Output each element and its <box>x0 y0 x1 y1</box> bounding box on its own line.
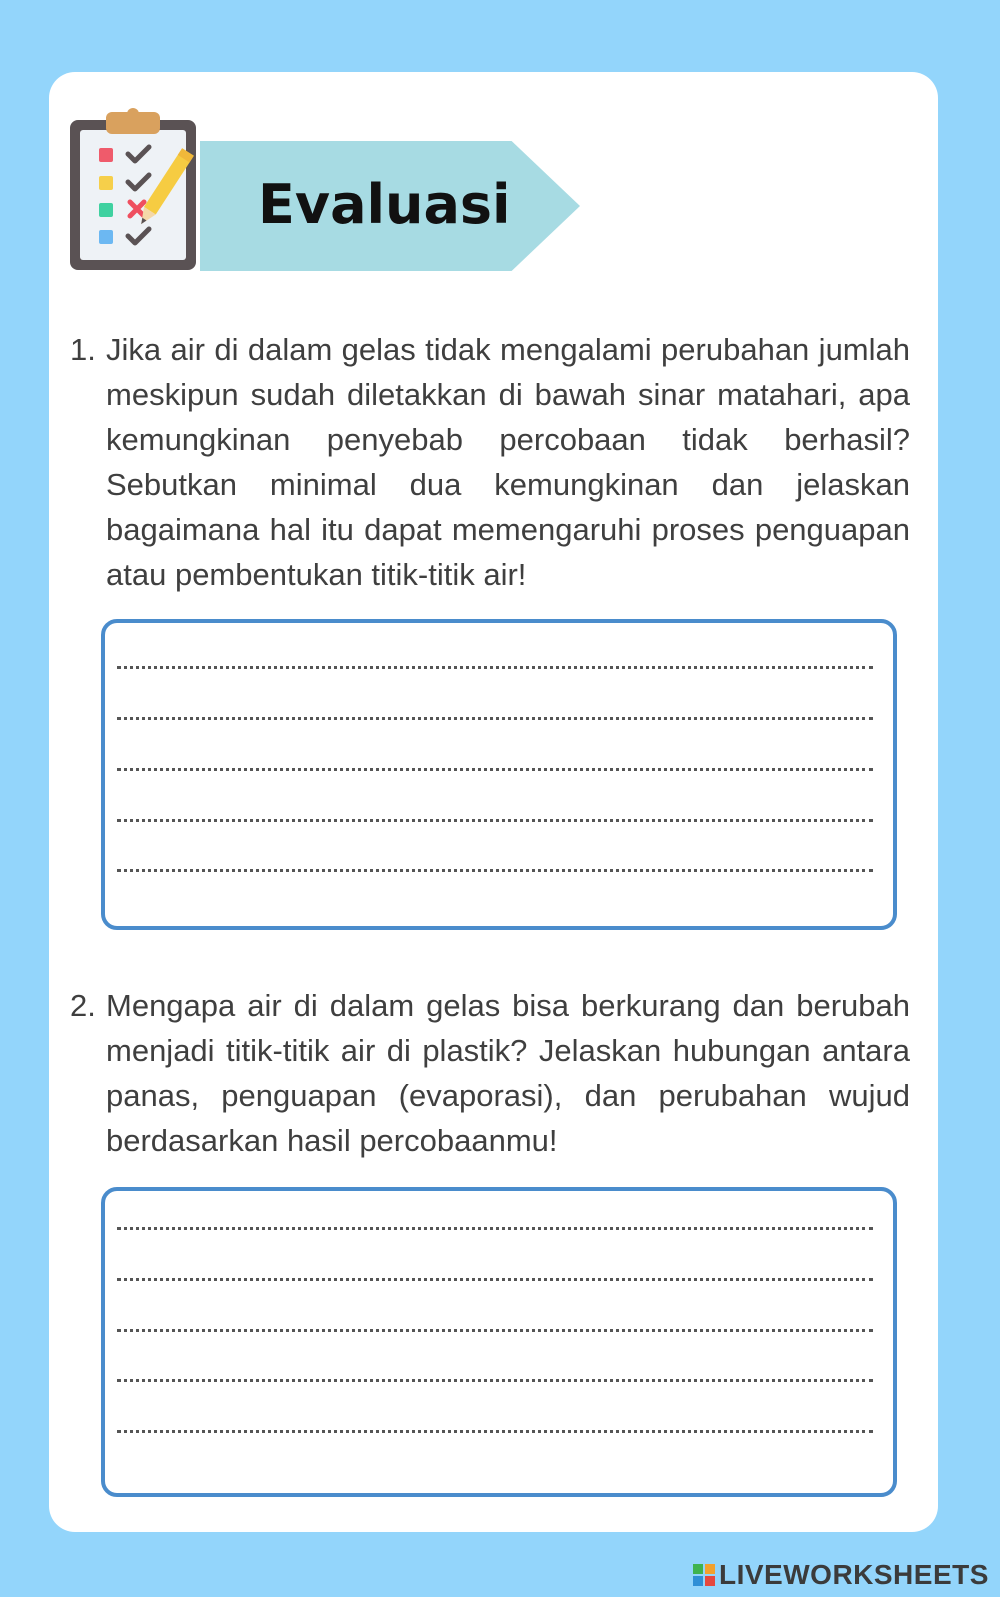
liveworksheets-logo <box>693 1558 993 1592</box>
question-2 <box>70 983 910 1163</box>
answer-line[interactable] <box>117 1379 873 1382</box>
question-1 <box>70 327 910 597</box>
answer-line[interactable] <box>117 1329 873 1332</box>
answer-line[interactable] <box>117 869 873 872</box>
liveworksheets-icon <box>693 1564 715 1586</box>
answer-line[interactable] <box>117 1278 873 1281</box>
clipboard-checklist-icon <box>70 106 220 276</box>
answer-line[interactable] <box>117 717 873 720</box>
answer-line[interactable] <box>117 768 873 771</box>
answer-line[interactable] <box>117 1430 873 1433</box>
answer-line[interactable] <box>117 666 873 669</box>
question-text: Jika air di dalam gelas tidak mengalami perubahan jumlah meskipun sudah diletakkan di bawah sinar matahari, apa kemungkinan penyebab percobaan tidak berhasil? Sebutkan minimal dua kemungkinan dan jelaskan bagaimana hal itu dapat memengaruhi proses penguapan atau pembentukan titik-titik air! <box>106 332 910 592</box>
answer-box-1[interactable] <box>101 619 897 930</box>
answer-box-2[interactable] <box>101 1187 897 1497</box>
question-text: Mengapa air di dalam gelas bisa berkurang dan berubah menjadi titik-titik air di plastik? Jelaskan hubungan antara panas, penguapan (evaporasi), dan perubahan wujud berdasarkan hasil percobaanmu! <box>106 988 910 1158</box>
question-number: 1. <box>70 332 96 367</box>
answer-line[interactable] <box>117 819 873 822</box>
page-title: Evaluasi <box>258 173 511 236</box>
answer-line[interactable] <box>117 1227 873 1230</box>
footer-brand: LIVEWORKSHEETS <box>719 1559 989 1590</box>
question-number: 2. <box>70 988 96 1023</box>
